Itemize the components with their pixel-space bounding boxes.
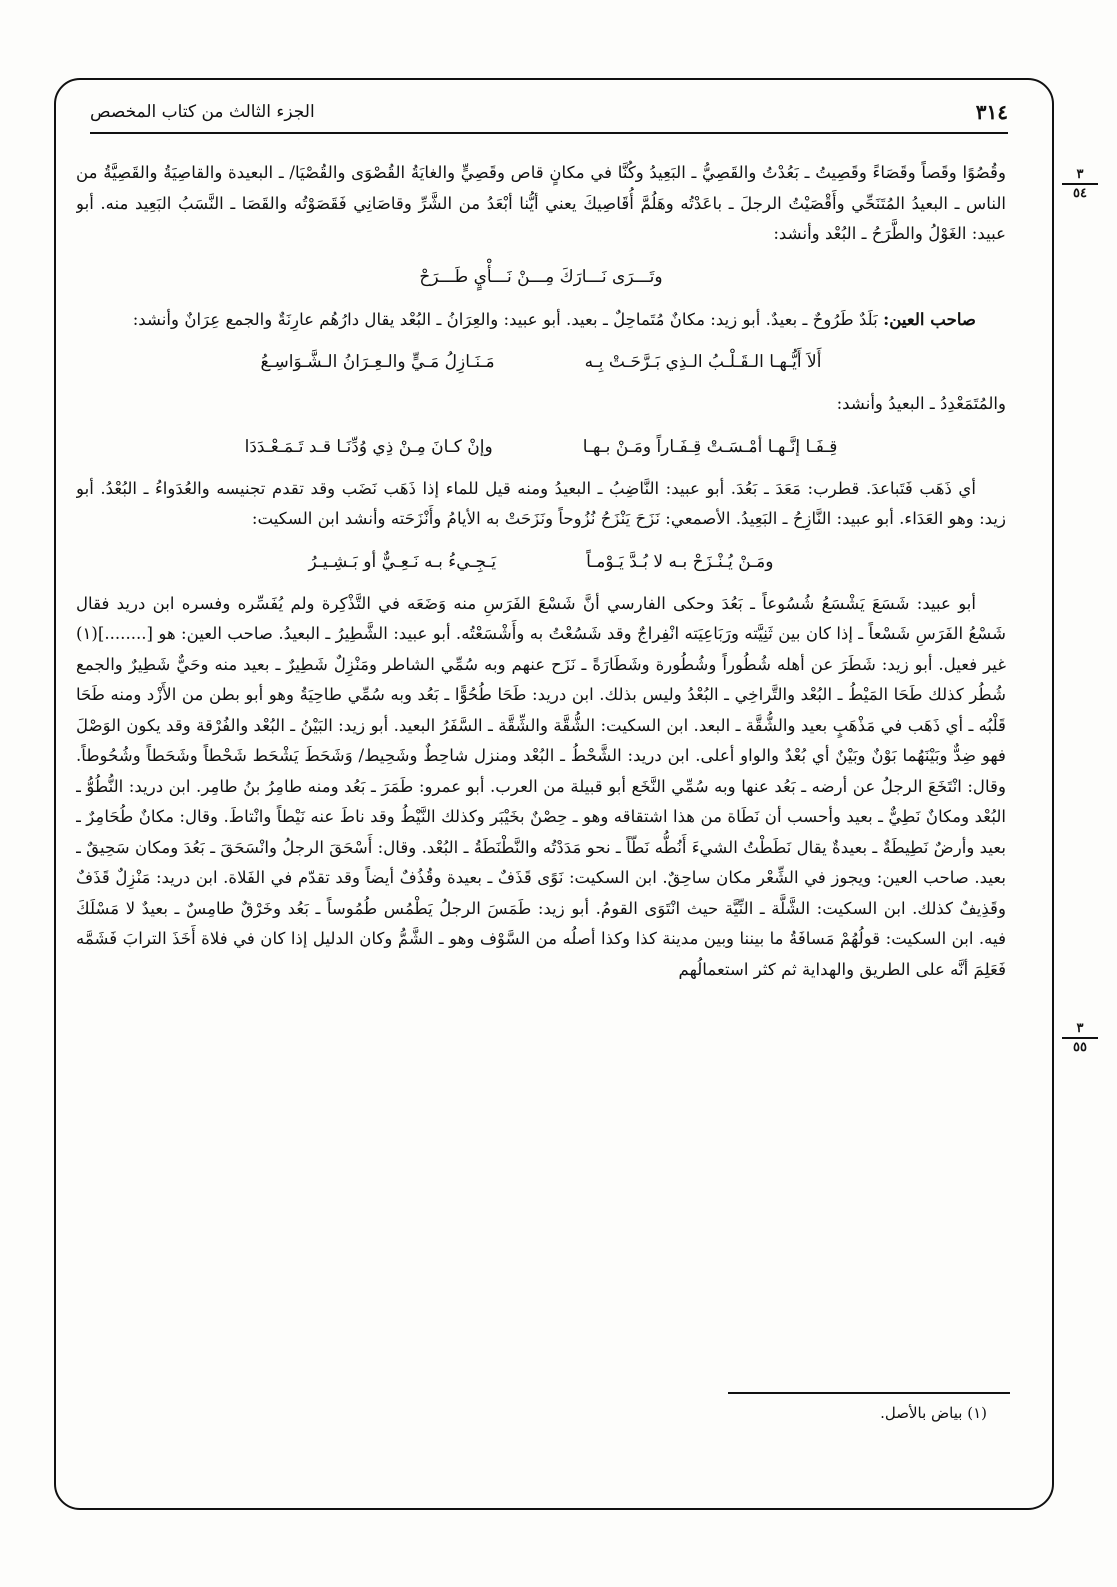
source-name: صاحب العين: — [883, 308, 976, 329]
verse-hemistich: مَـنَـازِلُ مَـيٍّ والـعِـرَانُ الـشَّـوَاسِـعُ — [260, 352, 495, 372]
verse-hemistich: أَلاَ أَيُّـهـا الـقَـلْـبُ الـذِي بَـرَّحَـتْ بِـه — [584, 352, 822, 372]
verse-hemistich: يَـجِـيءُ بـه نَـعِـيٌّ أو بَـشِـيـرُ — [308, 551, 497, 572]
footnote: (١) بياض بالأصل. — [880, 1404, 987, 1422]
paragraph: أبو عبيد: شَسَعَ يَشْسَعُ شُسُوعاً ـ بَعُدَ وحكى الفارسي أنَّ شَسْعَ الفَرَسِ منه وَضَعَه في التَّذْكِرة ولم يُفَسِّره وفسره ابن دريد فقال شَسْعُ الفَرَسِ شَسْعاً ـ إذا كان بين ثَنِيَّته ورَبَاعِيَته انْفِراجٌ وقد شَسُعْتُ به وأَشْسَعْتُه. أبو عبيد: الشَّطِيرُ ـ البعيدُ. صاحب العين: هو [........](١) غير فعيل. أبو زيد: شَطَرَ عن أهله شُطُوراً وشُطُورة وشَطَارَةً ـ نَزَح عنهم وبه سُمِّي الشاطر ومَنْزِلٌ شَطِيرٌ ـ بعيد منه وحَيٌّ شَطِيرٌ والجمع شُطُر كذلك طَحَا المَيْطُ ـ البُعْد والتَّراخِي ـ البُعْدُ وليس بذلك. ابن دريد: طَحَا طُحُوًّا ـ بَعُد وبه سُمِّي طاحِيَةُ وهو أبو بطن من الأَزْد ومنه طَحَا قَلْبُه ـ أي ذَهَب في مَذْهَبٍ بعيد والشُّقَّة ـ البعد. ابن السكيت: الشُّقَّة والشِّقَّة ـ السَّفَرُ البعيد. أبو زيد: البَيْنُ ـ البُعْد والفُرْقة وقد يكون الوَصْلَ فهو ضِدٌّ وبَيْنَهُما بَوْنٌ وبَيْنٌ أي بُعْدٌ والواو أعلى. ابن دريد: الشَّحْطُ ـ البُعْد ومنزل شاحِطٌ وشَحِيط/ وَشَحَطَ يَشْحَط شَحْطاً وشَحَطاً وشُحُوطاً. وقال: انْتَخَعَ الرجلُ عن أرضه ـ بَعُد عنها وبه سُمِّي النَّخَع أبو قبيلة من العرب. أبو عمرو: طَمَرَ ـ بَعُد ومنه طامِرُ بنُ طامِر. ابن دريد: النُّطُوُّ ـ البُعْد ومكانٌ نَطِيٌّ ـ بعيد وأحسب أن نَطَاة من هذا اشتقاقه وهو ـ حِصْنٌ بخَيْبَر وكذلك النَّيْطُ وقد ناطَ عنه نَيْطاً وانْتاطَ. وقال: مكانٌ طُحَامِرٌ ـ بعيد وأرضٌ نَطِيطَةٌ ـ بعيدةٌ يقال نَطَطْتُ الشيءَ أَنُطُّه نَطّاً ـ نحو مَدَدْتُه والنَّطْنَطَةُ ـ البُعْد. وقال: أَسْحَقَ الرجلُ وانْسَحَقَ ـ بَعُدَ ومكان سَحِيقٌ ـ بعيد. صاحب العين: ويجوز في الشِّعْر مكان ساحِقٌ. ابن السكيت: نَوًى قَذَفٌ ـ بعيدة وقُذُفٌ أيضاً وقد تقدّم في الفَلاة. ابن دريد: مَنْزِلٌ قَذَفٌ وقَذِيفٌ كذلك. ابن السكيت: الشَّلَّة ـ النِّيَّة حيث انْتَوَى القومُ. أبو زيد: طَمَسَ الرجلُ يَطْمُس طُمُوساً ـ بَعُد وخَرْقٌ طامِسٌ ـ بعيدٌ لا مَسْلَكَ فيه. ابن السكيت: قولُهُمْ مَسافَةُ ما بيننا وبين مدينة كذا وكذا أصلُه من السَّوْف وهو ـ الشَّمُّ وكان الدليل إذا كان في فلاة أَخَذَ الترابَ فَشَمَّه فَعَلِمَ أنَّه على الطريق والهداية ثم كثر استعمالُهم — [76, 593, 1006, 979]
main-text — [76, 158, 1006, 1378]
verse-hemistich: وإنْ كـانَ مِـنْ ذِي وُدِّنَـا قـد تَـمَـعْـدَدَا — [244, 436, 493, 457]
footnote-divider — [728, 1392, 1010, 1394]
verse-hemistich: قِـفَـا إنَّـهـا أمْـسَـتْ قِـفَـاراً ومَـنْ بـهـا — [582, 436, 838, 457]
verse-hemistich: وتَـــرَى نَـــارَكَ مِـــنْ نَـــأْيٍ طَـــرَحْ — [419, 266, 663, 287]
verse-hemistich: ومَـنْ يُـنْـزَحْ بـه لا بُـدَّ يَـوْمـاً — [586, 551, 774, 572]
page-header — [90, 92, 1008, 134]
margin-reference-volume: ٣ — [1076, 1021, 1084, 1036]
running-title: الجزء الثالث من كتاب المخصص — [90, 102, 315, 122]
verse-line — [76, 262, 1006, 292]
margin-reference-page: ٥٥ — [1062, 1037, 1098, 1054]
paragraph: والمُتَمَعْدِدُ ـ البعيدُ وأنشد: — [836, 394, 1006, 413]
verse-line — [76, 432, 1006, 462]
page-number: ٣١٤ — [975, 100, 1008, 124]
margin-reference-volume: ٣ — [1076, 167, 1084, 182]
paragraph: وقُصُوًا وقَصاً وقَصَاءً وقَصِيتُ ـ بَعُدْتُ والقَصِيُّ ـ البَعِيدُ وكُنَّا في مكانٍ قاص وقَصِيٍّ والغايَةُ القُصْوَى والقُصْيَا/ ـ البعيدة والقاصِيَةُ والقَصِيَّةُ من الناس ـ البعيدُ المُتَنَحِّي وأَقْصَيْتُ الرجلَ ـ باعَدْتُه وهَلُمَّ أُقَاصِيكَ يعني أيُّنا أبْعَدُ من الشَّرِّ وقاصَانِي فَقَصَوْتُه والقَصَا ـ النَّسَبُ البَعِيد منه. أبو عبيد: الغَوْلُ والطَّرَحُ ـ البُعْد وأنشد: — [76, 163, 1006, 243]
margin-reference — [1062, 168, 1098, 200]
paragraph-text: بَلَدٌ طَرُوحٌ ـ بعيدٌ. أبو زيد: مكانٌ مُتَماحِلٌ ـ بعيد. أبو عبيد: والعِرَانُ ـ البُعْد يقال دارُهُم عارِنَةٌ والجمع عِرَانٌ وأنشد: — [132, 309, 878, 329]
verse-line — [76, 347, 1006, 377]
paragraph: أي ذَهَب فَتَباعدَ. قطرب: مَعَدَ ـ بَعُدَ. أبو عبيد: النَّاضِبُ ـ البعيدُ ومنه قيل للماء إذا ذَهَب نَضَب وقد تقدم تجنيسه والعُدَواءُ ـ البُعْدُ. أبو زيد: وهو العَدَاء. أبو عبيد: النَّازِحُ ـ البَعِيدُ. الأصمعي: نَزَحَ يَنْزَحُ نُزُوحاً ونَزَحَتْ به الأيامُ وأَنْزَحَته وأنشد ابن السكيت: — [76, 478, 1006, 528]
verse-line — [76, 547, 1006, 577]
paragraph — [76, 304, 1006, 336]
margin-reference-page: ٥٤ — [1062, 183, 1098, 200]
margin-reference — [1062, 1022, 1098, 1054]
